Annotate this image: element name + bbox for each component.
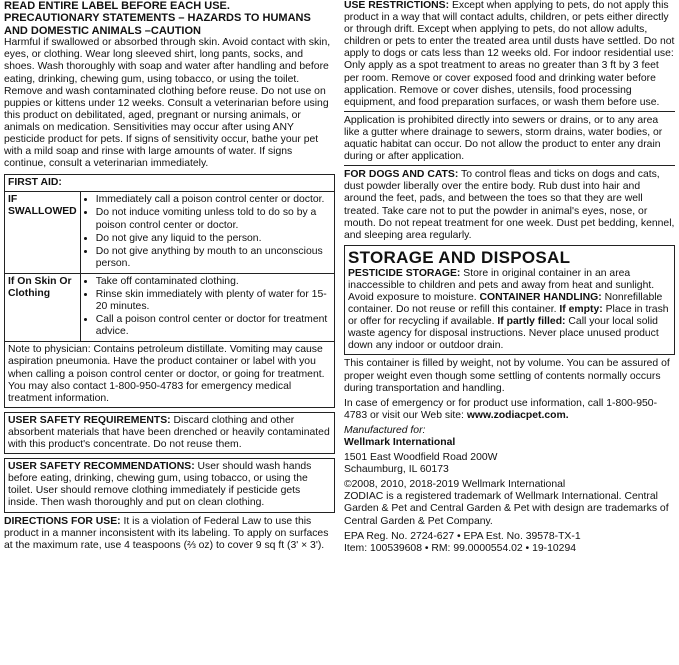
- first-aid-label: FIRST AID:: [5, 175, 335, 192]
- divider: [344, 165, 675, 166]
- list-item: • Take off contaminated clothing.: [96, 276, 331, 288]
- storage-text: [348, 268, 671, 353]
- list-item: • Rinse skin immediately with plenty of water for 15-20 minutes.: [96, 289, 331, 313]
- read-label-heading: READ ENTIRE LABEL BEFORE EACH USE.: [4, 0, 230, 12]
- safety-recommendations-title: USER SAFETY RECOMMENDATIONS:: [8, 461, 195, 473]
- dogs-cats-text: To control fleas and ticks on dogs and cats, dust powder liberally over the entire body. Rub dust into hair and around the feet, pads, and between the toes so that they are well treated. Take care not to put the powder in animal's eyes, nose, or mouth. Do not repeat treatment for one week. Dust pet bedding, kennel, and sleeping area regularly.: [344, 169, 675, 241]
- skin-instructions: [80, 273, 334, 341]
- use-restrictions-title: USE RESTRICTIONS:: [344, 0, 450, 11]
- use-restrictions-text: Except when applying to pets, do not apply this product in a way that will contact adults, children, or pets either directly or through drift. Except when applying to pets, do not allow adults, children or pets to enter the treated area until dusts have settled. Do not apply to dogs or cats less than 12 weeks old. For indoor residential use: Only apply as a spot treatment to areas no greater than 3 ft by 3 feet per room. Remove or cover exposed food and drinking water before application. Remove or cover dishes, utensils, food processing equipment, and food preparation surfaces, or wash them before use.: [344, 0, 675, 108]
- trademark-text: ZODIAC is a registered trademark of Wellmark International. Central Garden & Pet and Central Garden & Pet with design are trademarks of Central Garden & Pet Company.: [344, 491, 669, 527]
- address-line-2: Schaumburg, IL 60173: [344, 464, 449, 476]
- swallowed-label: IF SWALLOWED: [5, 192, 81, 274]
- epa-registration: EPA Reg. No. 2724-627 • EPA Est. No. 39578-TX-1: [344, 530, 581, 542]
- divider: [344, 111, 675, 112]
- left-column: [4, 0, 335, 552]
- storage-disposal-title: STORAGE AND DISPOSAL: [348, 247, 571, 267]
- precaution-heading: PRECAUTIONARY STATEMENTS – HAZARDS TO HUMANS AND DOMESTIC ANIMALS –CAUTION: [4, 12, 311, 37]
- application-text: Application is prohibited directly into sewers or drains, or to any area like a gutter where drainage to sewers, storm drains, water bodies, or aquatic habitat can occur. Do not allow the product to enter any drain during or after application.: [344, 114, 663, 163]
- precaution-text: Harmful if swallowed or absorbed through skin. Avoid contact with skin, eyes, or clothing. Wear long sleeved shirt, long pants, socks, and shoes. Wash thoroughly with soap and water after handling and before eating, drinking, chewing gum, using tobacco, or using the toilet. Remove and wash contaminated clothing before reuse. Do not use on puppies or kittens under 12 weeks. Consult a veterinarian before using this product on debilitated, aged, pregnant or nursing animals, or animals on medication. Sensitivities may occur after using ANY pesticide product for pets. If signs of sensitivity occur, bathe your pet with a mild soap and rinse with large amounts of water. If signs continue, consult a veterinarian immediately.: [4, 37, 331, 170]
- partly-filled-text: Call your local solid waste agency for disposal instructions. Never place unused product down any indoor or outdoor drain.: [348, 316, 659, 352]
- if-empty-title: If empty:: [559, 304, 603, 316]
- directions-paragraph: [4, 516, 335, 552]
- emergency-paragraph: [344, 398, 675, 422]
- website-link[interactable]: www.zodiacpet.com.: [466, 409, 569, 421]
- emergency-text: In case of emergency or for product use information, call 1-800-950-4783 or visit our Web site:: [344, 397, 658, 421]
- dogs-cats-paragraph: [344, 169, 675, 242]
- pesticide-storage-title: PESTICIDE STORAGE:: [348, 267, 461, 279]
- physician-note: Note to physician: Contains petroleum distillate. Vomiting may cause aspiration pneumonia. Have the product container or label with you when calling a poison control center or doctor, or going for treatment. You may also contact 1-800-950-4783 for emergency medical treatment information.: [5, 342, 335, 407]
- list-item: • Do not give any liquid to the person.: [96, 233, 331, 245]
- pesticide-storage-text: Store in original container in an area inaccessible to children and pets and away from heat and sunlight. Avoid exposure to moisture.: [348, 267, 655, 303]
- skin-label: If On Skin Or Clothing: [5, 273, 81, 341]
- partly-filled-title: If partly filled:: [497, 316, 566, 328]
- safety-recommendations-text: User should wash hands before eating, drinking, chewing gum, using tobacco, or using the toilet. User should remove clothing immediately if pesticide gets inside. Then wash thoroughly and put on clean clothing.: [8, 461, 312, 509]
- copyright-text: ©2008, 2010, 2018-2019 Wellmark International: [344, 479, 566, 491]
- weight-text: This container is filled by weight, not by volume. You can be assured of proper weight even though some settling of contents normally occurs during transportation and handling.: [344, 358, 670, 394]
- first-aid-table: [4, 174, 335, 408]
- list-item: • Do not induce vomiting unless told to do so by a poison control center or doctor.: [96, 207, 331, 231]
- list-item: • Call a poison control center or doctor for treatment advice.: [96, 314, 331, 338]
- swallowed-instructions: [80, 192, 334, 274]
- company-name: Wellmark International: [344, 437, 456, 448]
- item-number: Item: 100539608 • RM: 99.0000554.02 • 19-10294: [344, 542, 576, 554]
- dogs-cats-title: FOR DOGS AND CATS:: [344, 169, 459, 181]
- use-restrictions-paragraph: [344, 0, 675, 109]
- right-column: [344, 0, 675, 555]
- directions-text: It is a violation of Federal Law to use this product in a manner inconsistent with its labeling. To apply on surfaces at the maximum rate, use 4 teaspoons (⅔ oz) to cover 9 sq ft (3' × 3').: [4, 515, 329, 551]
- container-handling-title: CONTAINER HANDLING:: [479, 291, 602, 303]
- manufactured-for-label: Manufactured for:: [344, 424, 426, 436]
- safety-recommendations-box: [4, 458, 335, 512]
- list-item: • Immediately call a poison control center or doctor.: [96, 194, 331, 206]
- safety-requirements-box: [4, 412, 335, 454]
- if-empty-text: Place in trash or offer for recycling if available.: [348, 304, 669, 328]
- storage-disposal-box: [344, 245, 675, 356]
- list-item: • Do not give anything by mouth to an unconscious person.: [96, 246, 331, 270]
- directions-title: DIRECTIONS FOR USE:: [4, 515, 121, 527]
- address-line-1: 1501 East Woodfield Road 200W: [344, 452, 498, 464]
- safety-requirements-title: USER SAFETY REQUIREMENTS:: [8, 414, 171, 426]
- container-handling-text: Nonrefillable container. Do not reuse or refill this container.: [348, 291, 663, 316]
- safety-requirements-text: Discard clothing and other absorbent materials that have been drenched or heavily contaminated with this product's concentrate. Do not reuse them.: [8, 414, 330, 451]
